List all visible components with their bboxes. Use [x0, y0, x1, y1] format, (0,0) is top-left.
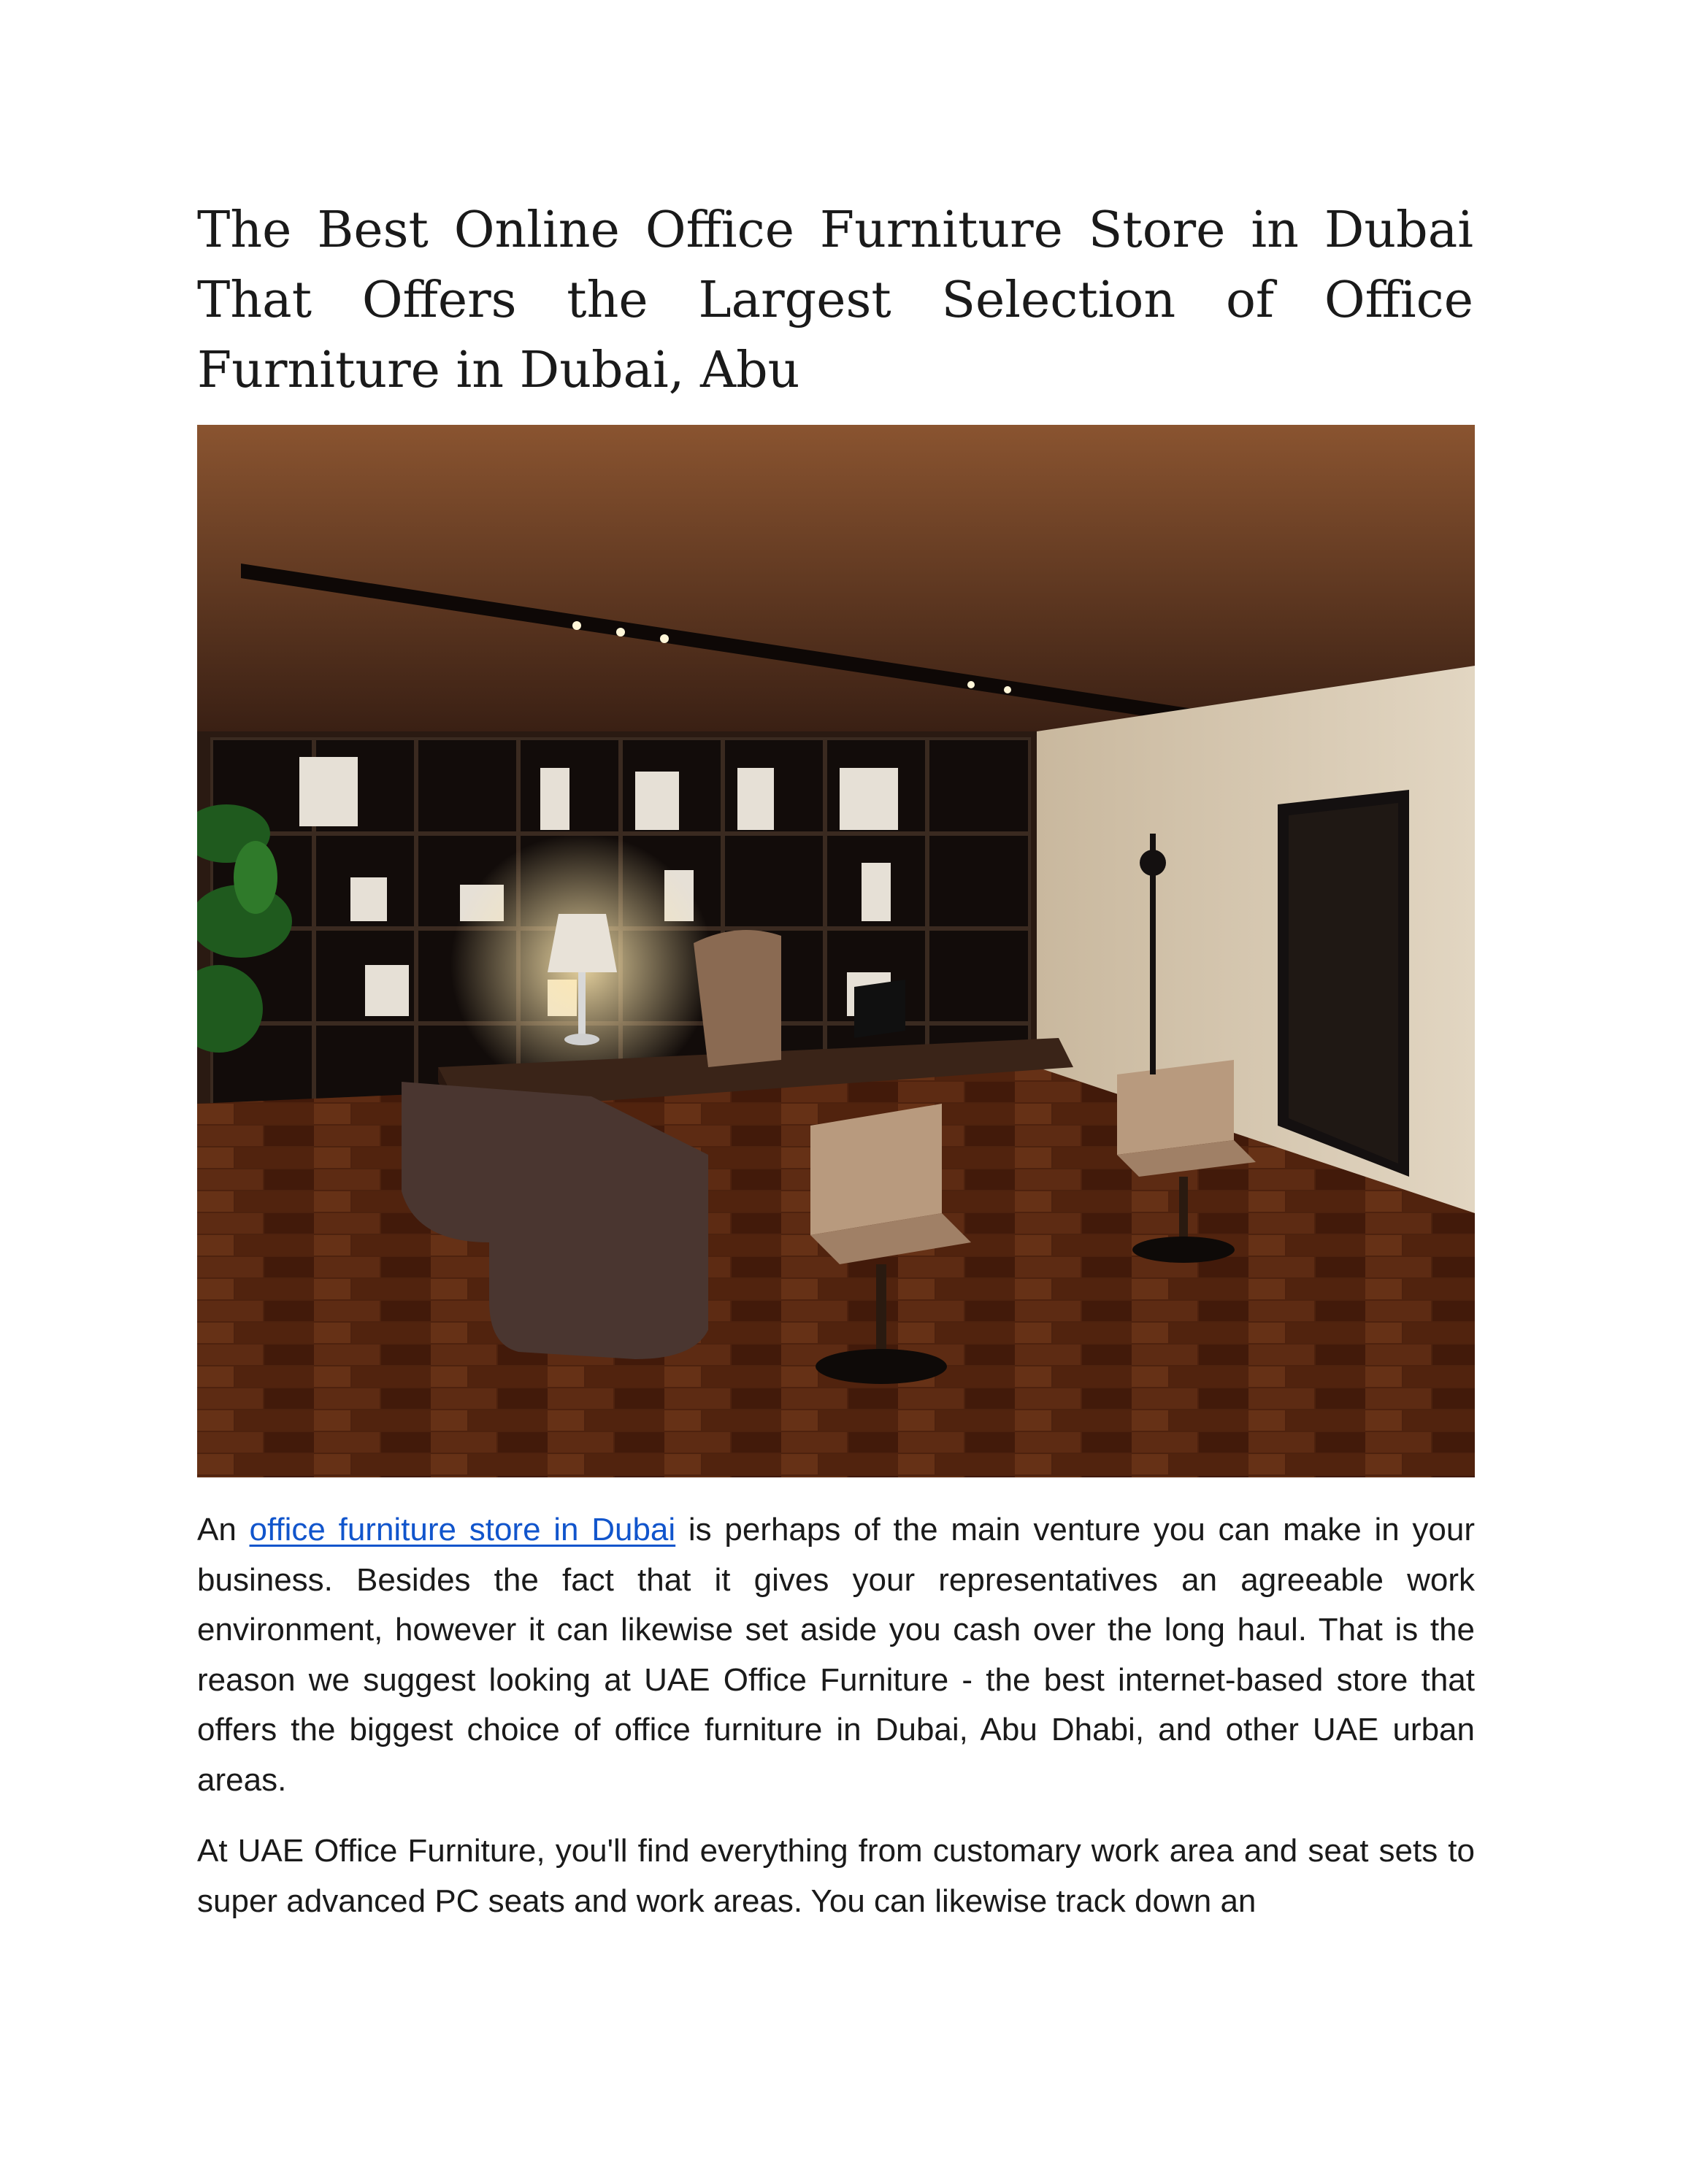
- office-interior-photo: [197, 425, 1475, 1477]
- office-furniture-store-link[interactable]: office furniture store in Dubai: [249, 1512, 676, 1547]
- intro-rest: is perhaps of the main venture you can make in your business. Besides the fact that it gives your representatives an agreeable work environment, however it can likewise set aside you cash over the long haul. That is the reason we suggest looking at UAE Office Furniture - the best internet-based store that offers the biggest choice of office furniture in Dubai, Abu Dhabi, and other UAE urban areas.: [197, 1512, 1476, 1798]
- second-paragraph: At UAE Office Furniture, you'll find everything from customary work area and seat sets to super advanced PC seats and work areas. You can likewise track down an: [197, 1833, 1475, 1919]
- document-title: The Best Online Office Furniture Store in Dubai That Offers the Largest Selection of Office Furniture in Dubai, Abu: [197, 201, 1473, 399]
- intro-paragraph: [197, 1505, 1475, 1805]
- intro-prefix: An: [197, 1512, 250, 1547]
